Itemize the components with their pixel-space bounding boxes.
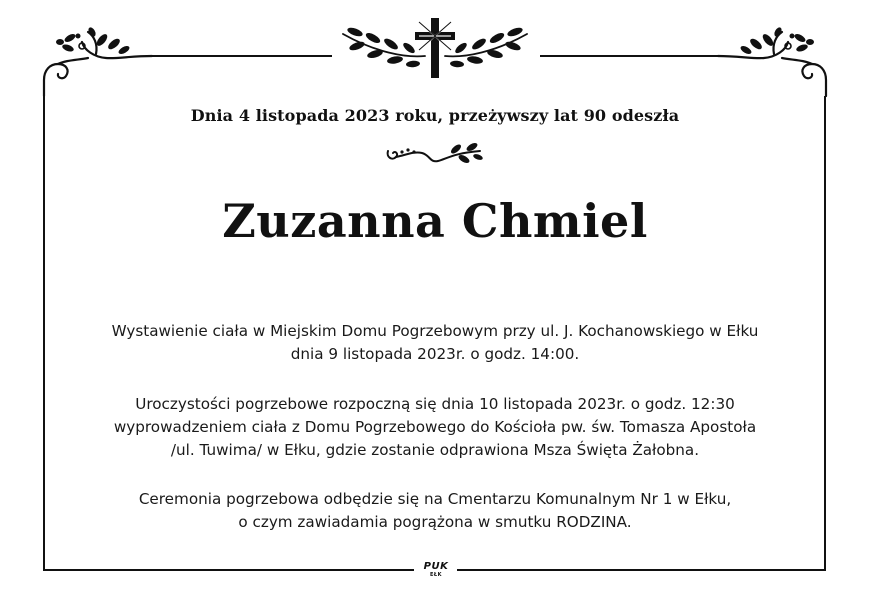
frame-bottom-border-left (43, 569, 414, 571)
paragraph-line: Wystawienie ciała w Miejskim Domu Pogrzebowym przy ul. J. Kochanowskiego w Ełku (111, 322, 759, 340)
paragraph-ceremony (60, 393, 810, 462)
frame-left-border (43, 96, 45, 570)
paragraph-line: o czym zawiadamia pogrążona w smutku RODZINA. (238, 513, 632, 531)
divider-flourish-icon (384, 141, 486, 169)
top-line-left (152, 55, 332, 57)
paragraph-line: wyprowadzeniem ciała z Domu Pogrzebowego do Kościoła pw. św. Tomasza Apostoła (113, 418, 757, 436)
paragraph-line: Ceremonia pogrzebowa odbędzie się na Cmentarzu Komunalnym Nr 1 w Ełku, (138, 490, 732, 508)
cross-with-laurel-icon (335, 12, 535, 80)
frame-right-border (824, 96, 826, 570)
puk-logo (416, 562, 456, 578)
deceased-name: Zuzanna Chmiel (222, 194, 648, 248)
paragraph-line: Uroczystości pogrzebowe rozpoczną się dnia 10 listopada 2023r. o godz. 12:30 (135, 395, 735, 413)
paragraph-line: /ul. Tuwima/ w Ełku, gdzie zostanie odprawiona Msza Święta Żałobna. (170, 441, 700, 459)
paragraph-viewing (60, 320, 810, 366)
logo-main-text: PUK (423, 561, 449, 572)
top-line-right (540, 55, 718, 57)
logo-sub-text: EŁK (429, 572, 442, 578)
corner-flourish-right-icon (714, 14, 834, 100)
frame-bottom-border-right (457, 569, 826, 571)
notice-headline: Dnia 4 listopada 2023 roku, przeżywszy lat 90 odeszła (190, 106, 680, 125)
paragraph-burial (60, 488, 810, 534)
paragraph-line: dnia 9 listopada 2023r. o godz. 14:00. (290, 345, 580, 363)
corner-flourish-left-icon (36, 14, 156, 100)
